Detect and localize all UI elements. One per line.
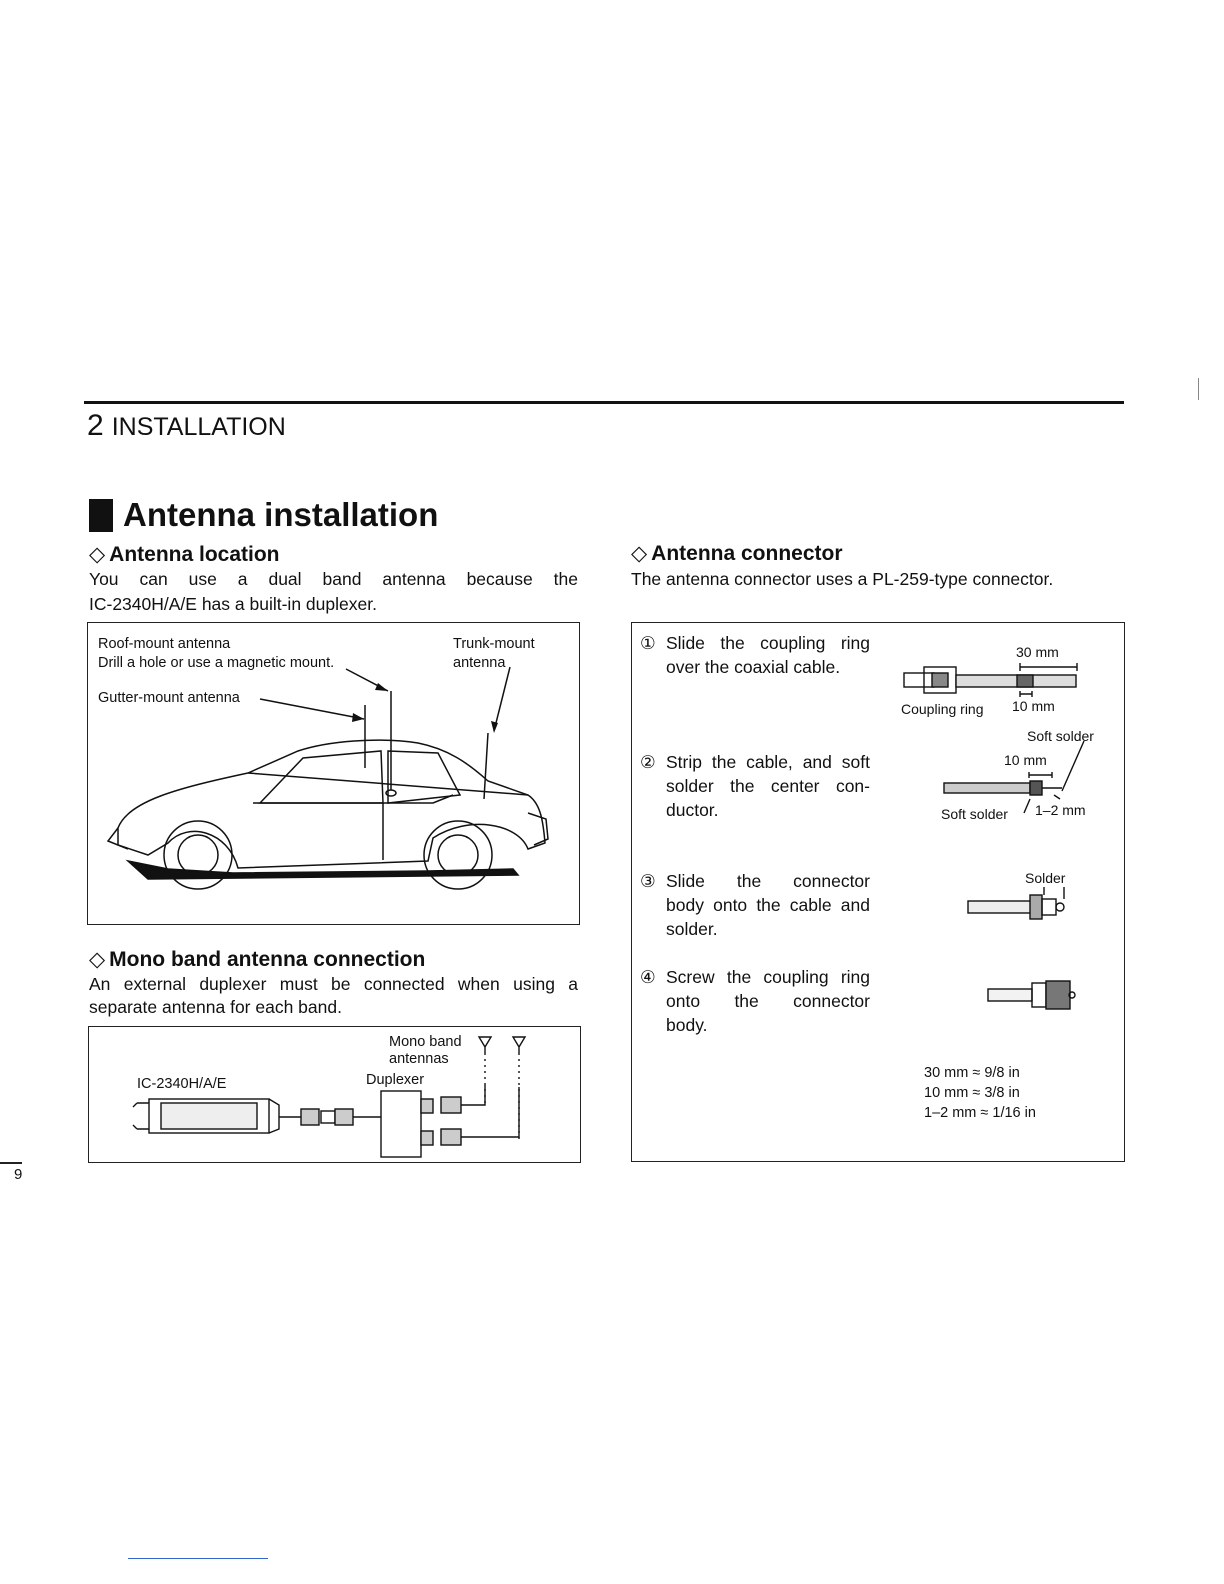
- dim-30mm-label: 30 mm: [1016, 644, 1059, 660]
- step-1-line-2: over the coaxial cable.: [666, 657, 841, 677]
- antenna-connector-intro: The antenna connector uses a PL-259-type connector.: [631, 569, 1054, 589]
- diamond-icon: ◇: [631, 542, 648, 565]
- trunk-mount-label-2: antenna: [453, 655, 506, 671]
- step-4-line-3: body.: [666, 1015, 708, 1035]
- antenna-location-heading-text: Antenna location: [109, 543, 280, 566]
- duplexer-label: Duplexer: [366, 1072, 425, 1088]
- coupling-ring-label: Coupling ring: [901, 701, 984, 717]
- soft-solder-top-label: Soft solder: [1027, 728, 1094, 744]
- page-number-rule: [0, 1162, 22, 1164]
- step-3-marker: ③: [640, 871, 656, 891]
- dim-10mm-label-a: 10 mm: [1012, 698, 1055, 714]
- mono-band-line2: separate antenna for each band.: [89, 997, 342, 1017]
- conversion-10mm: 10 mm ≈ 3/8 in: [924, 1085, 1020, 1101]
- conversion-1-2mm: 1–2 mm ≈ 1/16 in: [924, 1105, 1036, 1121]
- antenna-location-line2: IC-2340H/A/E has a built-in duplexer.: [89, 594, 377, 614]
- conversion-30mm: 30 mm ≈ 9/8 in: [924, 1065, 1020, 1081]
- diamond-icon: ◇: [89, 948, 106, 971]
- step-4-line-1: Screw the coupling ring: [666, 967, 870, 987]
- step-1-marker: ①: [640, 633, 656, 653]
- antenna-connector-heading-text: Antenna connector: [651, 542, 843, 565]
- duplexer-diagram: [89, 1027, 579, 1161]
- mono-antennas-label-2: antennas: [389, 1051, 449, 1067]
- roof-mount-note: Drill a hole or use a magnetic mount.: [98, 655, 335, 671]
- step-2-line-2: solder the center con-: [666, 776, 870, 796]
- step-2-line-1: Strip the cable, and soft: [666, 752, 870, 772]
- step-3-line-2: body onto the cable and: [666, 895, 870, 915]
- gutter-arrow: [260, 699, 364, 719]
- mono-band-heading-text: Mono band antenna connection: [109, 948, 426, 971]
- step-4: [640, 965, 870, 1037]
- step-1-line-1: Slide the coupling ring: [666, 633, 870, 653]
- solder-label: Solder: [1025, 870, 1066, 886]
- diamond-icon: ◇: [89, 543, 106, 566]
- section-bullet-icon: [89, 499, 113, 532]
- car-antenna-figure: [87, 622, 580, 925]
- trunk-mount-label-1: Trunk-mount: [453, 636, 535, 652]
- mono-band-line1: An external duplexer must be connected when using a: [89, 974, 578, 994]
- antenna-connector-heading: [631, 541, 843, 566]
- section-title-text: Antenna installation: [123, 496, 439, 533]
- chapter-title: INSTALLATION: [111, 413, 286, 441]
- step-4-line-2: onto the connector: [666, 991, 870, 1011]
- trunk-antenna: [484, 733, 488, 799]
- conversion-list: [924, 1063, 1036, 1123]
- step-3-line-3: solder.: [666, 919, 718, 939]
- section-title: [89, 496, 438, 534]
- step-2-marker: ②: [640, 752, 656, 772]
- step-1: [640, 631, 870, 679]
- chapter-heading: [87, 409, 286, 443]
- antenna-location-heading: [89, 542, 280, 567]
- dim-10mm-label-b: 10 mm: [1004, 752, 1047, 768]
- footer-link-underline: [128, 1558, 268, 1559]
- car-illustration: [88, 623, 578, 923]
- header-rule: [84, 401, 1124, 404]
- connector-diagrams: [892, 623, 1122, 1023]
- margin-mark: [1198, 378, 1199, 400]
- step-2: [640, 750, 870, 822]
- dim-1-2mm-label: 1–2 mm: [1035, 802, 1086, 818]
- soft-solder-bottom-label: Soft solder: [941, 806, 1008, 822]
- antenna-location-line1: You can use a dual band antenna because the: [89, 569, 578, 589]
- mono-band-heading: [89, 947, 425, 972]
- gutter-mount-label: Gutter-mount antenna: [98, 690, 240, 706]
- roof-mount-label: Roof-mount antenna: [98, 636, 231, 652]
- step-4-marker: ④: [640, 967, 656, 987]
- trunk-arrow: [494, 667, 510, 731]
- chapter-number: 2: [87, 409, 104, 442]
- radio-model-label: IC-2340H/A/E: [137, 1076, 227, 1092]
- step-3-line-1: Slide the connector: [666, 871, 870, 891]
- mono-antennas-label-1: Mono band: [389, 1034, 462, 1050]
- step-2-line-3: ductor.: [666, 800, 719, 820]
- connector-steps-box: [631, 622, 1125, 1162]
- page-number: 9: [14, 1166, 23, 1183]
- step-3: [640, 869, 870, 941]
- duplexer-figure: [88, 1026, 581, 1163]
